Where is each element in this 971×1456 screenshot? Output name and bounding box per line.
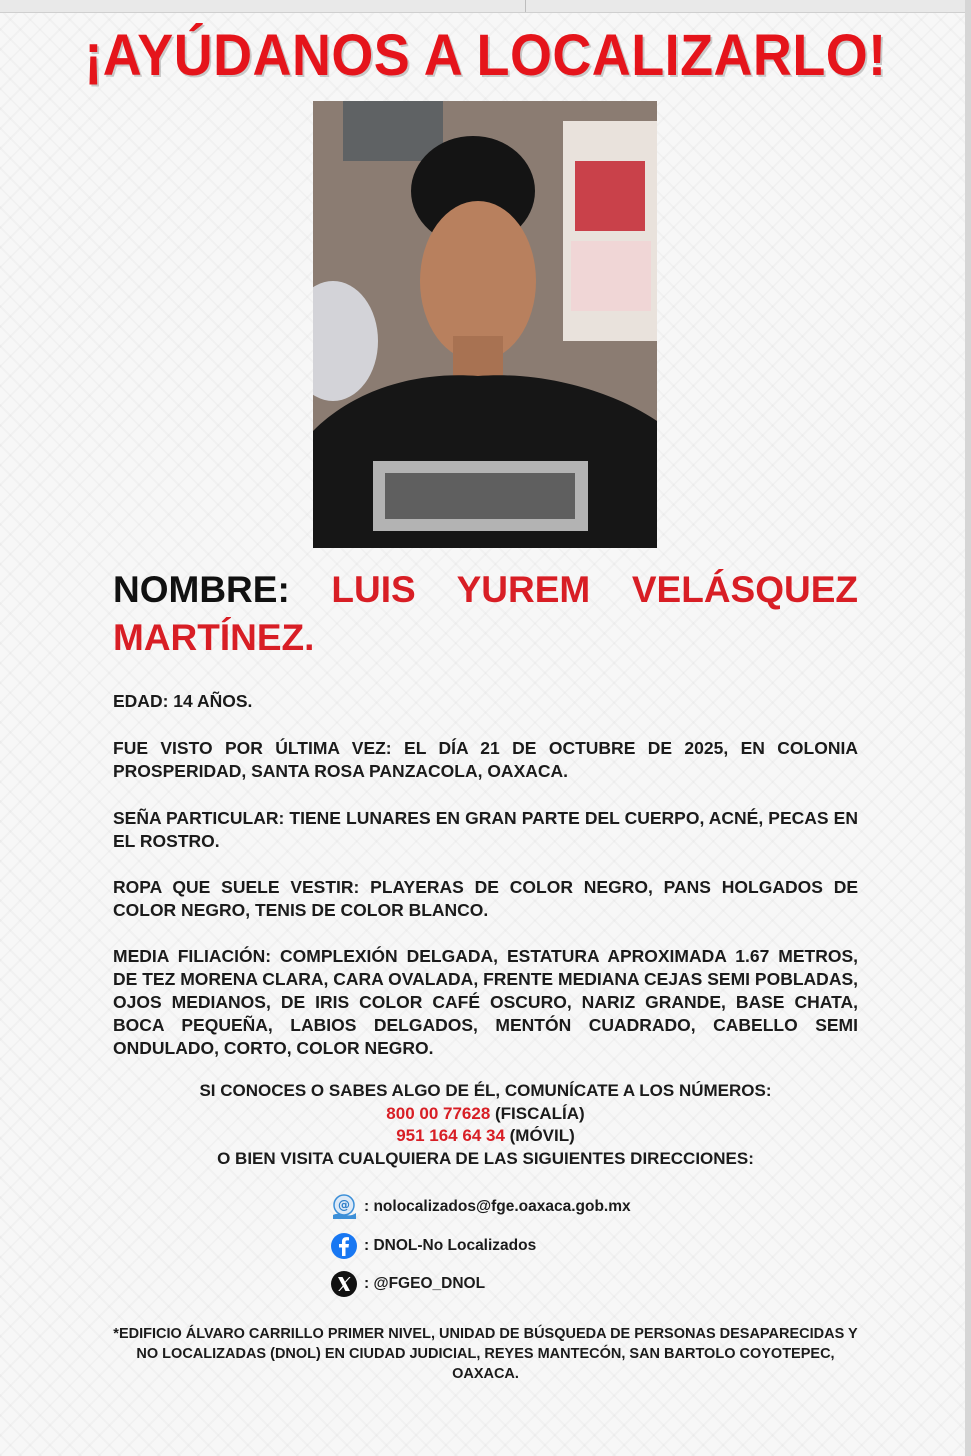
name-value-line1: LUIS YUREM VELÁSQUEZ: [331, 569, 858, 610]
contact-block: [113, 1080, 858, 1170]
phone1-number[interactable]: 800 00 77628: [386, 1103, 491, 1123]
photo-illustration: [313, 101, 657, 548]
svg-text:@: @: [338, 1198, 350, 1212]
contact-intro: SI CONOCES O SABES ALGO DE ÉL, COMUNÍCATE A LOS NÚMEROS:: [199, 1081, 772, 1100]
distinguishing-marks-text: SEÑA PARTICULAR: TIENE LUNARES EN GRAN PARTE DEL CUERPO, ACNÉ, PECAS EN EL ROSTRO.: [113, 808, 858, 851]
headline: ¡AYÚDANOS A LOCALIZARLO!: [84, 23, 887, 88]
facebook-text: : DNOL-No Localizados: [364, 1237, 537, 1254]
age-text: EDAD: 14 AÑOS.: [113, 691, 253, 711]
x-icon: [330, 1270, 358, 1298]
phone-movil: [113, 1125, 858, 1148]
physical-description-text: MEDIA FILIACIÓN: COMPLEXIÓN DELGADA, ESTATURA APROXIMADA 1.67 METROS, DE TEZ MORENA CLARA, CARA OVALADA, FRENTE MEDIANA CEJAS SEMI POBLADAS, OJOS MEDIANOS, DE IRIS COLOR CAFÉ OSCURO, NARIZ GRANDE, BASE CHATA, BOCA PEQUEÑA, LABIOS DELGADOS, MENTÓN CUADRADO, CABELLO SEMI ONDULADO, CORTO, COLOR NEGRO.: [113, 946, 858, 1058]
social-x[interactable]: [330, 1269, 485, 1299]
last-seen-text: FUE VISTO POR ÚLTIMA VEZ: EL DÍA 21 DE OCTUBRE DE 2025, EN COLONIA PROSPERIDAD, SANTA ROSA PANZACOLA, OAXACA.: [113, 738, 858, 781]
top-bar-divider: [525, 0, 526, 12]
missing-person-photo: [313, 101, 657, 548]
right-frame: [965, 0, 971, 1456]
x-text: : @FGEO_DNOL: [364, 1275, 486, 1292]
footer-address: *EDIFICIO ÁLVARO CARRILLO PRIMER NIVEL, UNIDAD DE BÚSQUEDA DE PERSONAS DESAPARECIDAS Y NO LOCALIZADAS (DNOL) EN CIUDAD JUDICIAL, REYES MANTECÓN, SAN BARTOLO COYOTEPEC, OAXACA.: [113, 1326, 858, 1382]
visit-text: O BIEN VISITA CUALQUIERA DE LAS SIGUIENTES DIRECCIONES:: [217, 1148, 754, 1168]
name-value-line2: MARTÍNEZ.: [113, 617, 315, 658]
phone1-label: (FISCALÍA): [490, 1103, 585, 1123]
social-facebook[interactable]: [330, 1231, 536, 1261]
clothing-text: ROPA QUE SUELE VESTIR: PLAYERAS DE COLOR NEGRO, PANS HOLGADOS DE COLOR NEGRO, TENIS DE COLOR BLANCO.: [113, 877, 858, 920]
name-row: [113, 566, 858, 614]
phone2-label: (MÓVIL): [504, 1126, 575, 1145]
facebook-icon: [330, 1232, 358, 1260]
email-icon: [330, 1193, 358, 1221]
top-bar: [0, 0, 971, 13]
name-label: NOMBRE:: [113, 569, 290, 610]
phone-fiscalia: [113, 1103, 858, 1126]
email-text: : nolocalizados@fge.oaxaca.gob.mx: [364, 1198, 631, 1215]
social-email[interactable]: [330, 1192, 631, 1222]
phone2-number[interactable]: 951 164 64 34: [396, 1126, 505, 1145]
